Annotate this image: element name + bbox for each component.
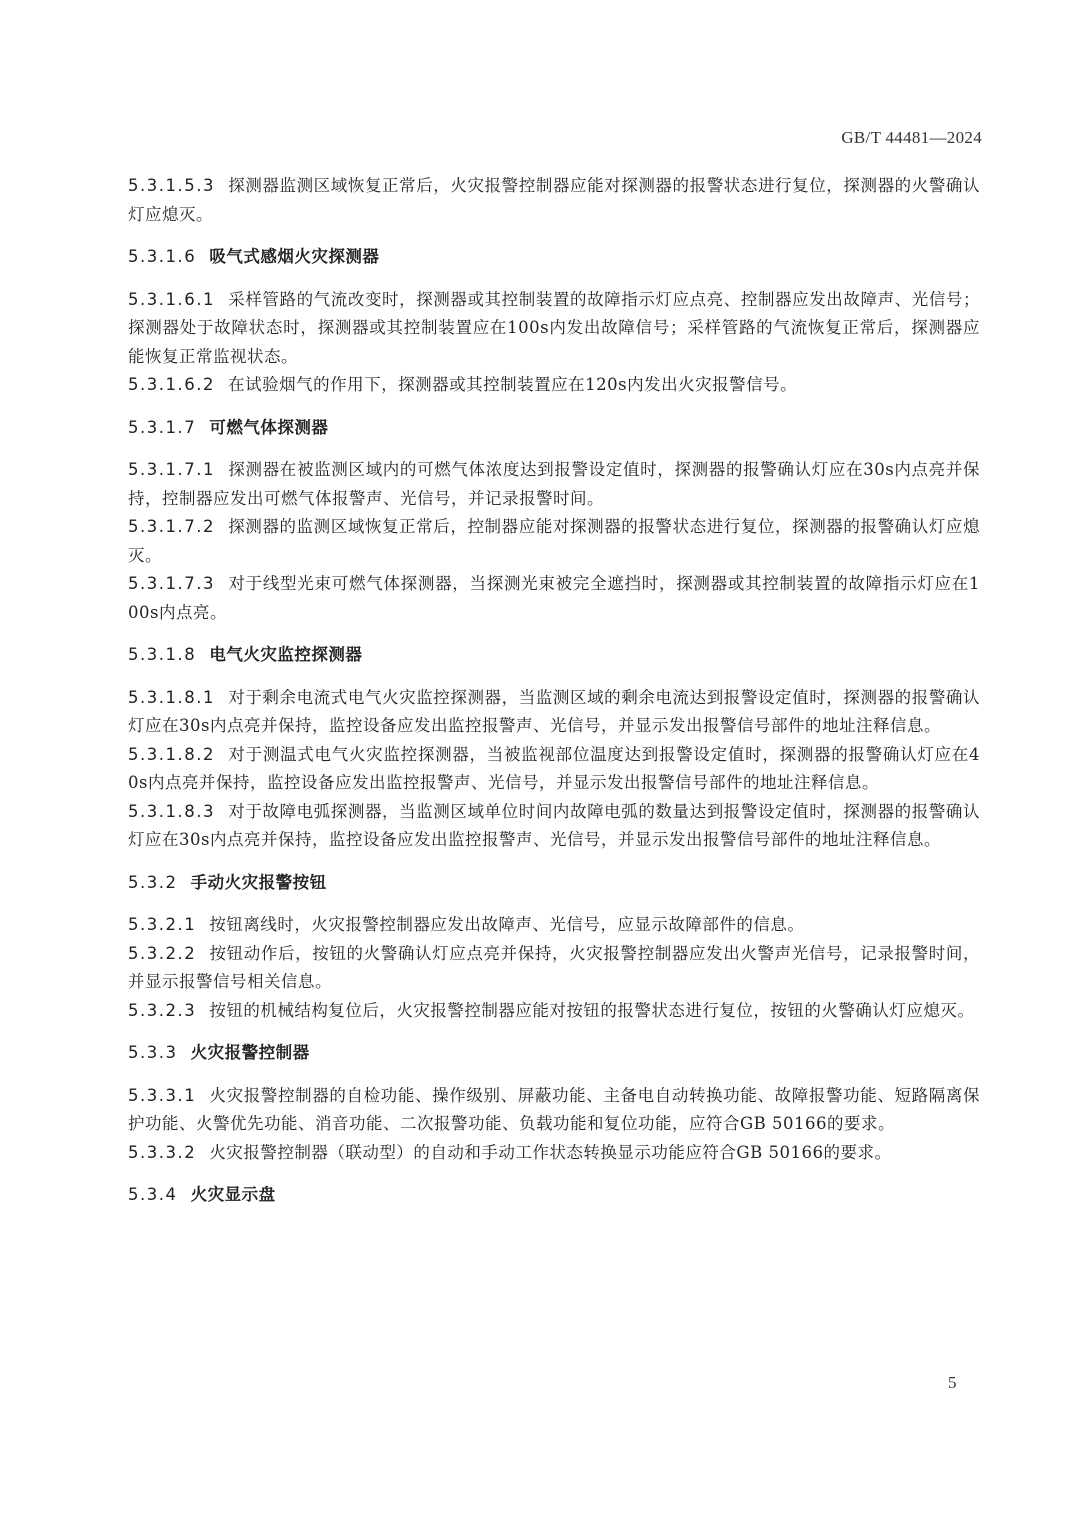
heading-text: 火灾报警控制器 <box>190 1043 310 1062</box>
clause-number: 5.3.1.6 <box>128 247 197 266</box>
clause-paragraph <box>128 371 980 400</box>
clause-paragraph <box>128 940 980 997</box>
heading-text: 可燃气体探测器 <box>209 417 329 437</box>
clause-text: 按钮动作后，按钮的火警确认灯应点亮并保持，火灾报警控制器应发出火警声光信号，记录报警时间，并显示报警信号相关信息。 <box>128 943 980 991</box>
clause-text: 火灾报警控制器的自检功能、操作级别、屏蔽功能、主备电自动转换功能、故障报警功能、短路隔离保护功能、火警优先功能、消音功能、二次报警功能、负载功能和复位功能，应符合GB 50166的要求。 <box>128 1085 980 1133</box>
document-body <box>128 172 980 1224</box>
clause-number: 5.3.1.8.3 <box>128 801 215 821</box>
clause-number: 5.3.2.1 <box>128 915 197 934</box>
clause-paragraph <box>128 911 980 940</box>
clause-number: 5.3.3 <box>128 1043 178 1062</box>
clause-text: 对于线型光束可燃气体探测器，当探测光束被完全遮挡时，探测器或其控制装置的故障指示灯应在100s内点亮。 <box>128 574 980 622</box>
clause-text: 对于测温式电气火灾监控探测器，当被监视部位温度达到报警设定值时，探测器的报警确认灯应在40s内点亮并保持，监控设备应发出监控报警声、光信号，并显示发出报警信号部件的地址注释信息。 <box>128 744 980 792</box>
clause-text: 火灾报警控制器（联动型）的自动和手动工作状态转换显示功能应符合GB 50166的要求。 <box>209 1142 892 1162</box>
clause-text: 探测器监测区域恢复正常后，火灾报警控制器应能对探测器的报警状态进行复位，探测器的火警确认灯应熄灭。 <box>128 176 980 224</box>
clause-number: 5.3.1.6.2 <box>128 375 215 394</box>
clause-number: 5.3.1.7 <box>128 417 197 437</box>
heading-text: 吸气式感烟火灾探测器 <box>209 247 380 266</box>
clause-paragraph <box>128 570 980 627</box>
clause-text: 采样管路的气流改变时，探测器或其控制装置的故障指示灯应点亮、控制器应发出故障声、光信号；探测器处于故障状态时，探测器或其控制装置应在100s内发出故障信号；采样管路的气流恢复正常后，探测器应能恢复正常监视状态。 <box>128 289 980 366</box>
section-heading <box>128 1181 980 1210</box>
heading-text: 手动火灾报警按钮 <box>190 872 327 892</box>
clause-number: 5.3.3.1 <box>128 1085 197 1105</box>
clause-text: 探测器在被监测区域内的可燃气体浓度达到报警设定值时，探测器的报警确认灯应在30s内点亮并保持，控制器应发出可燃气体报警声、光信号，并记录报警时间。 <box>128 460 980 508</box>
clause-text: 对于故障电弧探测器，当监测区域单位时间内故障电弧的数量达到报警设定值时，探测器的报警确认灯应在30s内点亮并保持，监控设备应发出监控报警声、光信号，并显示发出报警信号部件的地址注释信息。 <box>128 801 980 849</box>
clause-paragraph <box>128 286 980 372</box>
clause-number: 5.3.1.8.1 <box>128 687 215 707</box>
clause-paragraph <box>128 741 980 798</box>
clause-number: 5.3.1.5.3 <box>128 176 215 195</box>
clause-paragraph <box>128 1082 980 1139</box>
clause-number: 5.3.1.7.1 <box>128 460 215 479</box>
section-heading <box>128 243 980 272</box>
clause-paragraph <box>128 1139 980 1168</box>
clause-paragraph <box>128 172 980 229</box>
clause-paragraph <box>128 997 980 1026</box>
clause-paragraph <box>128 456 980 513</box>
clause-number: 5.3.1.8.2 <box>128 744 215 764</box>
clause-text: 对于剩余电流式电气火灾监控探测器，当监测区域的剩余电流达到报警设定值时，探测器的报警确认灯应在30s内点亮并保持，监控设备应发出监控报警声、光信号，并显示发出报警信号部件的地址注释信息。 <box>128 687 980 735</box>
section-heading <box>128 869 980 898</box>
heading-text: 火灾显示盘 <box>190 1185 276 1204</box>
heading-text: 电气火灾监控探测器 <box>209 645 363 664</box>
document-code-header: GB/T 44481—2024 <box>841 128 982 147</box>
clause-text: 在试验烟气的作用下，探测器或其控制装置应在120s内发出火灾报警信号。 <box>228 375 798 394</box>
clause-number: 5.3.2.2 <box>128 943 197 963</box>
clause-number: 5.3.1.7.3 <box>128 574 215 593</box>
clause-number: 5.3.1.7.2 <box>128 517 215 536</box>
page-number: 5 <box>948 1373 957 1392</box>
clause-number: 5.3.1.6.1 <box>128 289 215 309</box>
clause-text: 按钮的机械结构复位后，火灾报警控制器应能对按钮的报警状态进行复位，按钮的火警确认灯应熄灭。 <box>209 1000 975 1020</box>
clause-text: 探测器的监测区域恢复正常后，控制器应能对探测器的报警状态进行复位，探测器的报警确认灯应熄灭。 <box>128 517 980 565</box>
clause-number: 5.3.2 <box>128 872 178 892</box>
clause-number: 5.3.4 <box>128 1185 178 1204</box>
section-heading <box>128 414 980 443</box>
clause-number: 5.3.3.2 <box>128 1142 197 1162</box>
clause-number: 5.3.2.3 <box>128 1000 197 1020</box>
clause-paragraph <box>128 798 980 855</box>
clause-paragraph <box>128 513 980 570</box>
clause-text: 按钮离线时，火灾报警控制器应发出故障声、光信号，应显示故障部件的信息。 <box>209 915 805 934</box>
clause-number: 5.3.1.8 <box>128 645 197 664</box>
section-heading <box>128 1039 980 1068</box>
section-heading <box>128 641 980 670</box>
clause-paragraph <box>128 684 980 741</box>
